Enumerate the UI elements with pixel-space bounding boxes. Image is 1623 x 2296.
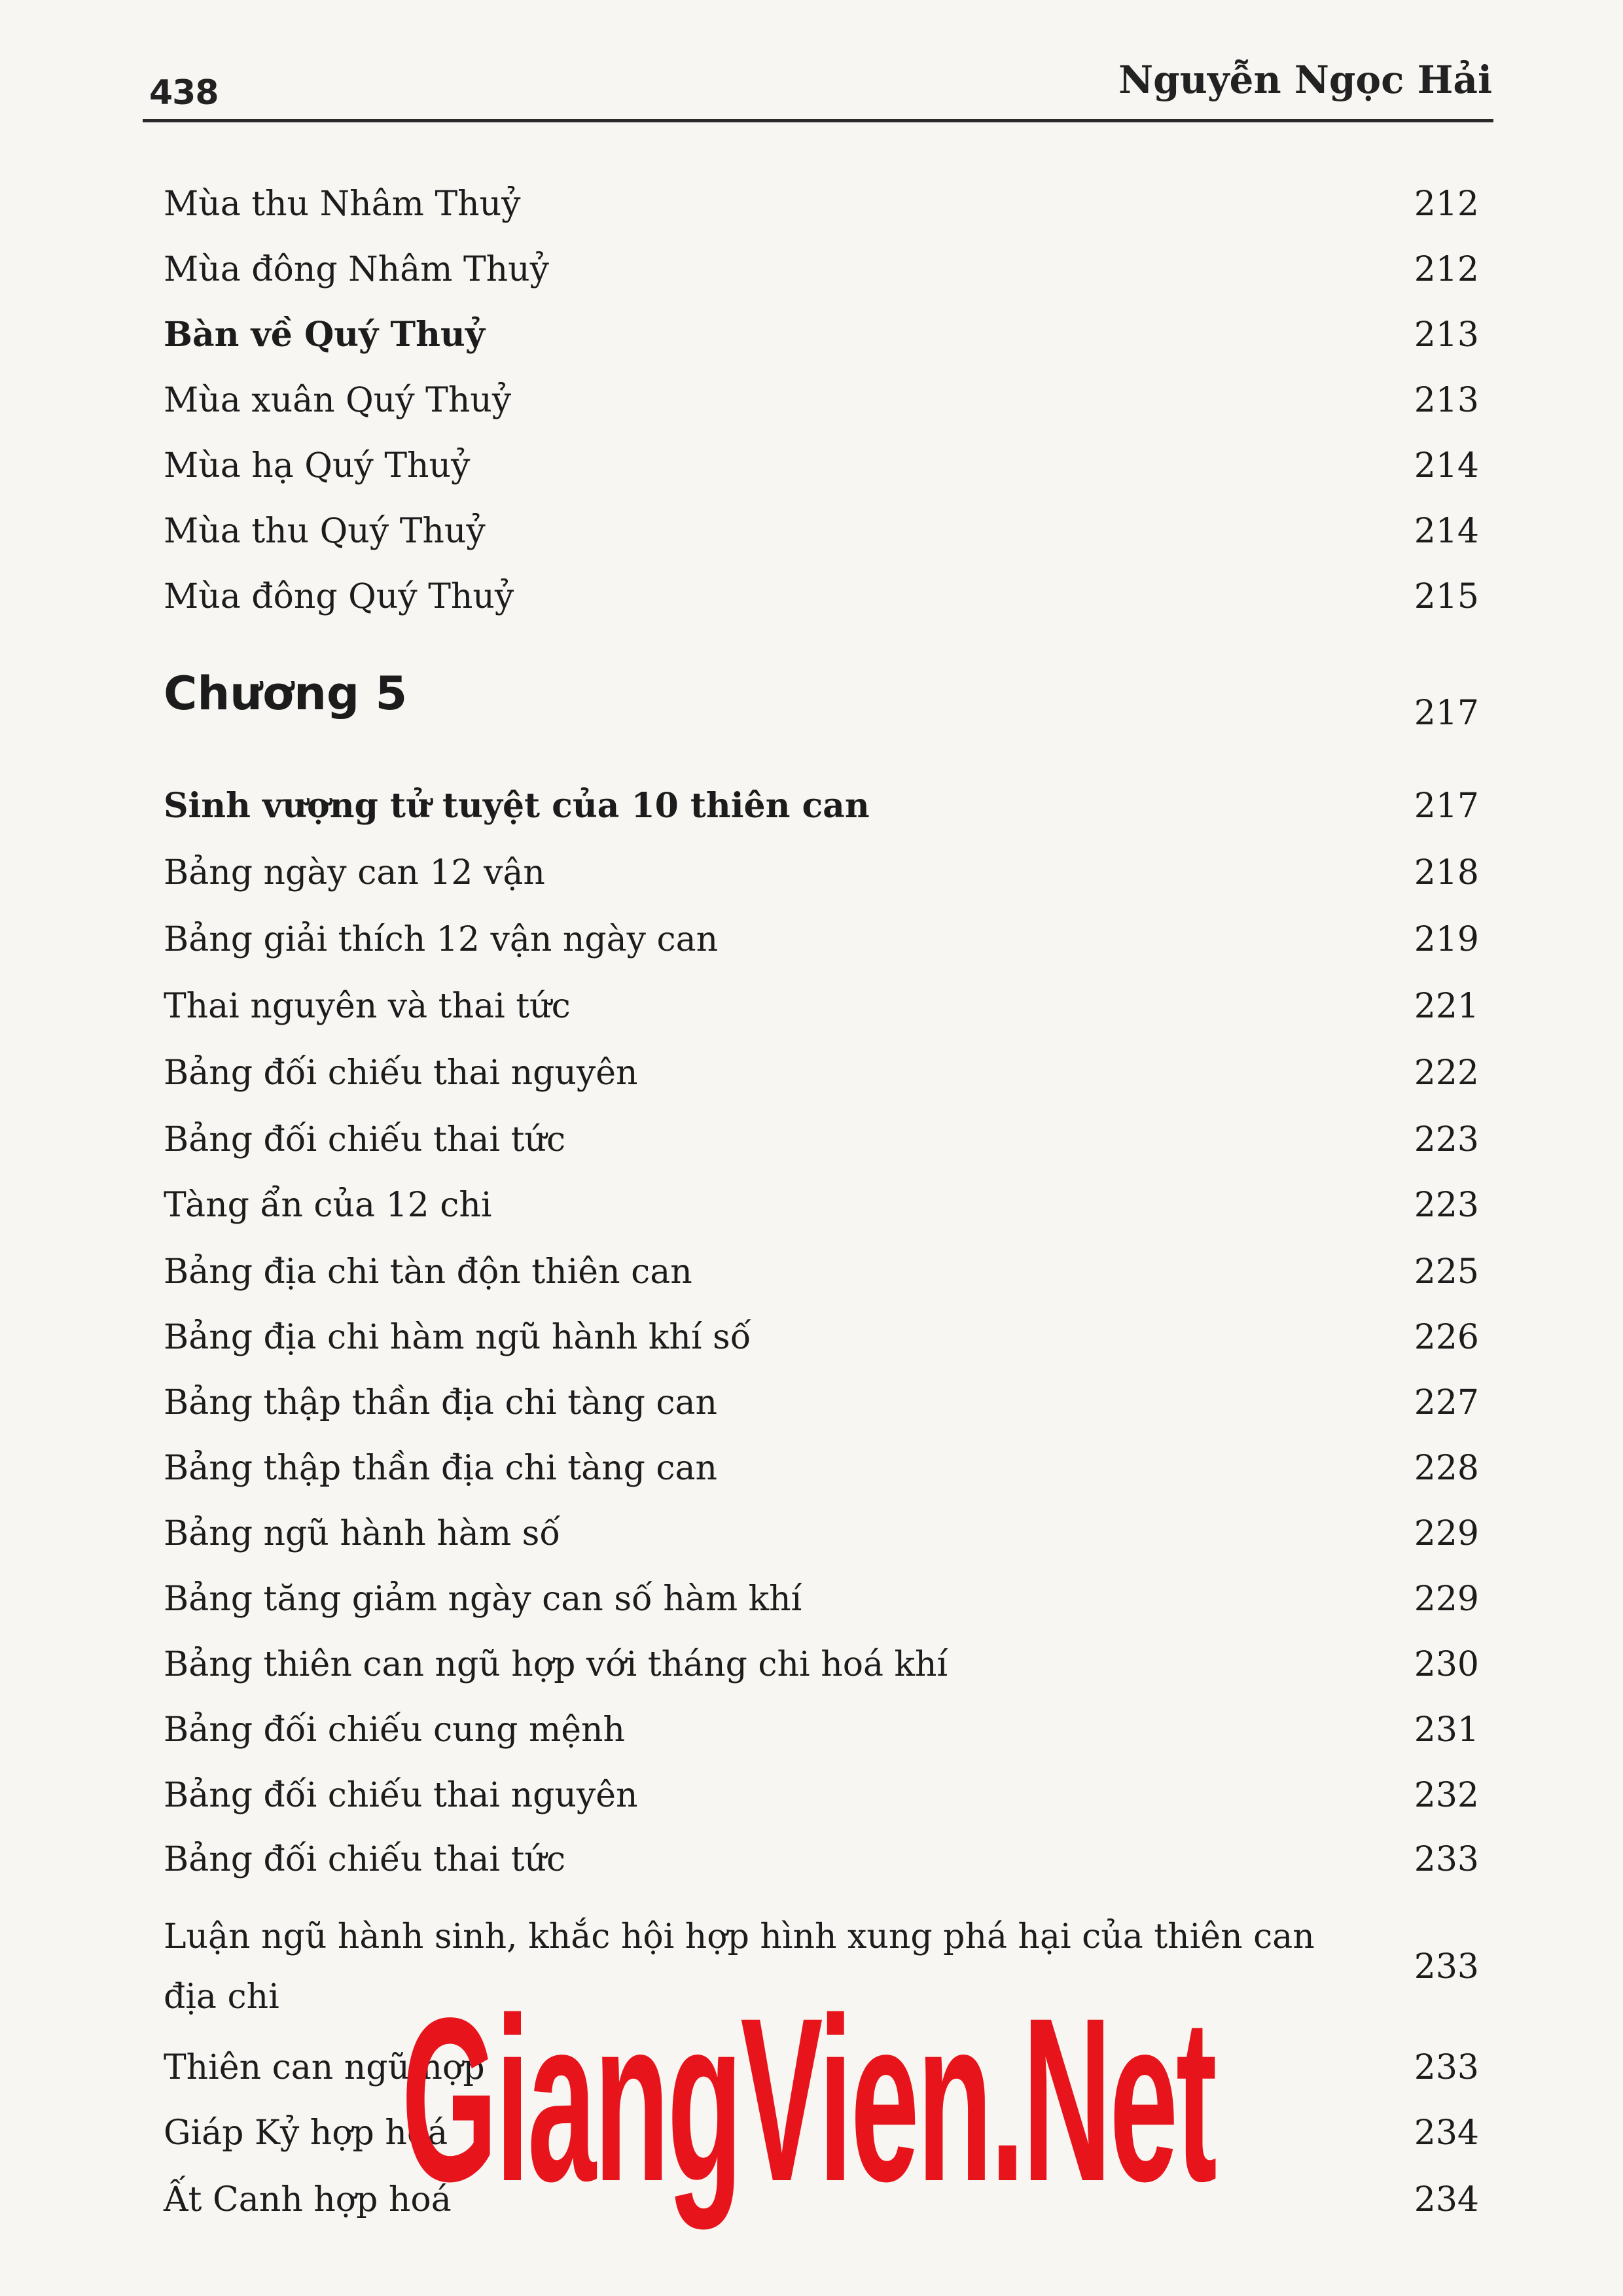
toc-entry-page: 215 xyxy=(1414,577,1479,616)
chapter-title: Chương 5 xyxy=(164,667,408,720)
toc-entry xyxy=(164,1370,1479,1436)
toc-entry-title: Mùa hạ Quý Thuỷ xyxy=(164,446,471,486)
toc-entry-title: Mùa đông Nhâm Thuỷ xyxy=(164,250,550,289)
toc-entry-page: 214 xyxy=(1414,512,1479,551)
toc-entry-title: Bảng địa chi tàn độn thiên can xyxy=(164,1252,692,1292)
toc-entry xyxy=(164,1827,1479,1892)
toc-entry xyxy=(164,1632,1479,1697)
watermark-text: GiangVien.Net xyxy=(401,1969,1215,2231)
toc-entry-page: 225 xyxy=(1414,1252,1479,1292)
toc-entry xyxy=(164,1436,1479,1501)
toc-entry-title: Mùa thu Quý Thuỷ xyxy=(164,512,486,551)
toc-entry-page: 223 xyxy=(1414,1120,1479,1159)
toc-entry-page: 217 xyxy=(1414,694,1479,733)
toc-entry-title: Bảng ngày can 12 vận xyxy=(164,853,545,892)
toc-entry-title: Bảng ngũ hành hàm số xyxy=(164,1514,561,1553)
toc-entry-page: 218 xyxy=(1414,853,1479,892)
toc-entry-title: Luận ngũ hành sinh, khắc hội hợp hình xung phá hại của thiên can địa chi xyxy=(164,1917,1315,2017)
toc-entry xyxy=(164,840,1479,906)
toc-entry-title: Bảng đối chiếu cung mệnh xyxy=(164,1710,626,1750)
toc-entry xyxy=(164,564,1479,629)
running-header-author: Nguyễn Ngọc Hải xyxy=(1118,58,1492,102)
toc-entry-page: 213 xyxy=(1414,315,1479,355)
toc-entry xyxy=(164,2100,1479,2166)
toc-entry-title: Bảng đối chiếu thai tức xyxy=(164,1840,566,1879)
toc-entry-title: Ất Canh hợp hoá xyxy=(164,2180,452,2219)
header-rule xyxy=(143,119,1493,122)
toc-entry xyxy=(164,368,1479,433)
toc-entry-page: 232 xyxy=(1414,1776,1479,1815)
toc-entry-page: 219 xyxy=(1414,920,1479,959)
toc-entry-page: 230 xyxy=(1414,1645,1479,1684)
toc-entry-title: Sinh vượng tử tuyệt của 10 thiên can xyxy=(164,786,870,826)
toc-entry xyxy=(164,907,1479,972)
toc-entry xyxy=(164,433,1479,499)
toc-entry-title: Bảng tăng giảm ngày can số hàm khí xyxy=(164,1580,802,1619)
toc-entry xyxy=(164,1040,1479,1106)
toc-entry-title: Bảng thập thần địa chi tàng can xyxy=(164,1383,718,1422)
toc-entry-page: 231 xyxy=(1414,1710,1479,1750)
toc-entry-page: 212 xyxy=(1414,250,1479,289)
toc-entry-title: Mùa đông Quý Thuỷ xyxy=(164,577,514,616)
toc-entry-title: Thiên can ngũ hợp xyxy=(164,2048,485,2087)
toc-entry-title: Mùa xuân Quý Thuỷ xyxy=(164,381,512,420)
toc-entry-page: 229 xyxy=(1414,1514,1479,1553)
toc-entry xyxy=(164,1907,1479,2027)
toc-entry xyxy=(164,1107,1479,1173)
toc-entry-page: 233 xyxy=(1414,2048,1479,2087)
toc-entry-page: 233 xyxy=(1414,1947,1479,1987)
toc-entry-title: Bảng giải thích 12 vận ngày can xyxy=(164,920,719,959)
toc-entry-page: 228 xyxy=(1414,1449,1479,1488)
toc-entry xyxy=(164,2035,1479,2100)
toc-entry-page: 212 xyxy=(1414,185,1479,224)
toc-entry xyxy=(164,1763,1479,1828)
toc-entry xyxy=(164,974,1479,1039)
toc-entry xyxy=(164,1697,1479,1763)
toc-entry xyxy=(164,2167,1479,2233)
toc-entry-title: Bảng thập thần địa chi tàng can xyxy=(164,1449,718,1488)
toc-entry-title: Bảng địa chi hàm ngũ hành khí số xyxy=(164,1318,751,1357)
toc-section-heading xyxy=(164,302,1479,368)
toc-entry-page: 213 xyxy=(1414,381,1479,420)
toc-entry xyxy=(164,499,1479,564)
toc-entry-page: 234 xyxy=(1414,2180,1479,2219)
toc-entry-page: 221 xyxy=(1414,987,1479,1026)
toc-entry-page: 234 xyxy=(1414,2113,1479,2153)
toc-entry-title: Bảng thiên can ngũ hợp với tháng chi hoá khí xyxy=(164,1645,948,1684)
toc-entry xyxy=(164,1305,1479,1370)
toc-section-heading xyxy=(164,773,1479,839)
toc-entry xyxy=(164,171,1479,237)
toc-entry-page: 226 xyxy=(1414,1318,1479,1357)
toc-entry-title: Tàng ẩn của 12 chi xyxy=(164,1186,492,1225)
toc-entry xyxy=(164,1173,1479,1238)
toc-entry-page: 233 xyxy=(1414,1840,1479,1879)
toc-entry-title: Bàn về Quý Thuỷ xyxy=(164,315,485,355)
toc-chapter-heading xyxy=(164,661,1479,746)
toc-entry-page: 227 xyxy=(1414,1383,1479,1422)
toc-entry xyxy=(164,1239,1479,1305)
toc-entry-title: Bảng đối chiếu thai tức xyxy=(164,1120,566,1159)
toc-entry-page: 223 xyxy=(1414,1186,1479,1225)
toc-entry-title: Mùa thu Nhâm Thuỷ xyxy=(164,185,521,224)
toc-entry-title: Bảng đối chiếu thai nguyên xyxy=(164,1053,638,1093)
toc-entry-title: Bảng đối chiếu thai nguyên xyxy=(164,1776,638,1815)
toc-entry xyxy=(164,1501,1479,1566)
toc-entry-page: 229 xyxy=(1414,1580,1479,1619)
toc-entry-title: Giáp Kỷ hợp hoá xyxy=(164,2113,448,2153)
toc-entry-page: 217 xyxy=(1414,786,1479,826)
toc-entry xyxy=(164,1566,1479,1632)
toc-entry xyxy=(164,237,1479,302)
toc-entry-page: 222 xyxy=(1414,1053,1479,1093)
page-number: 438 xyxy=(149,73,219,113)
toc-entry-title: Thai nguyên và thai tức xyxy=(164,987,571,1026)
toc-entry-page: 214 xyxy=(1414,446,1479,486)
